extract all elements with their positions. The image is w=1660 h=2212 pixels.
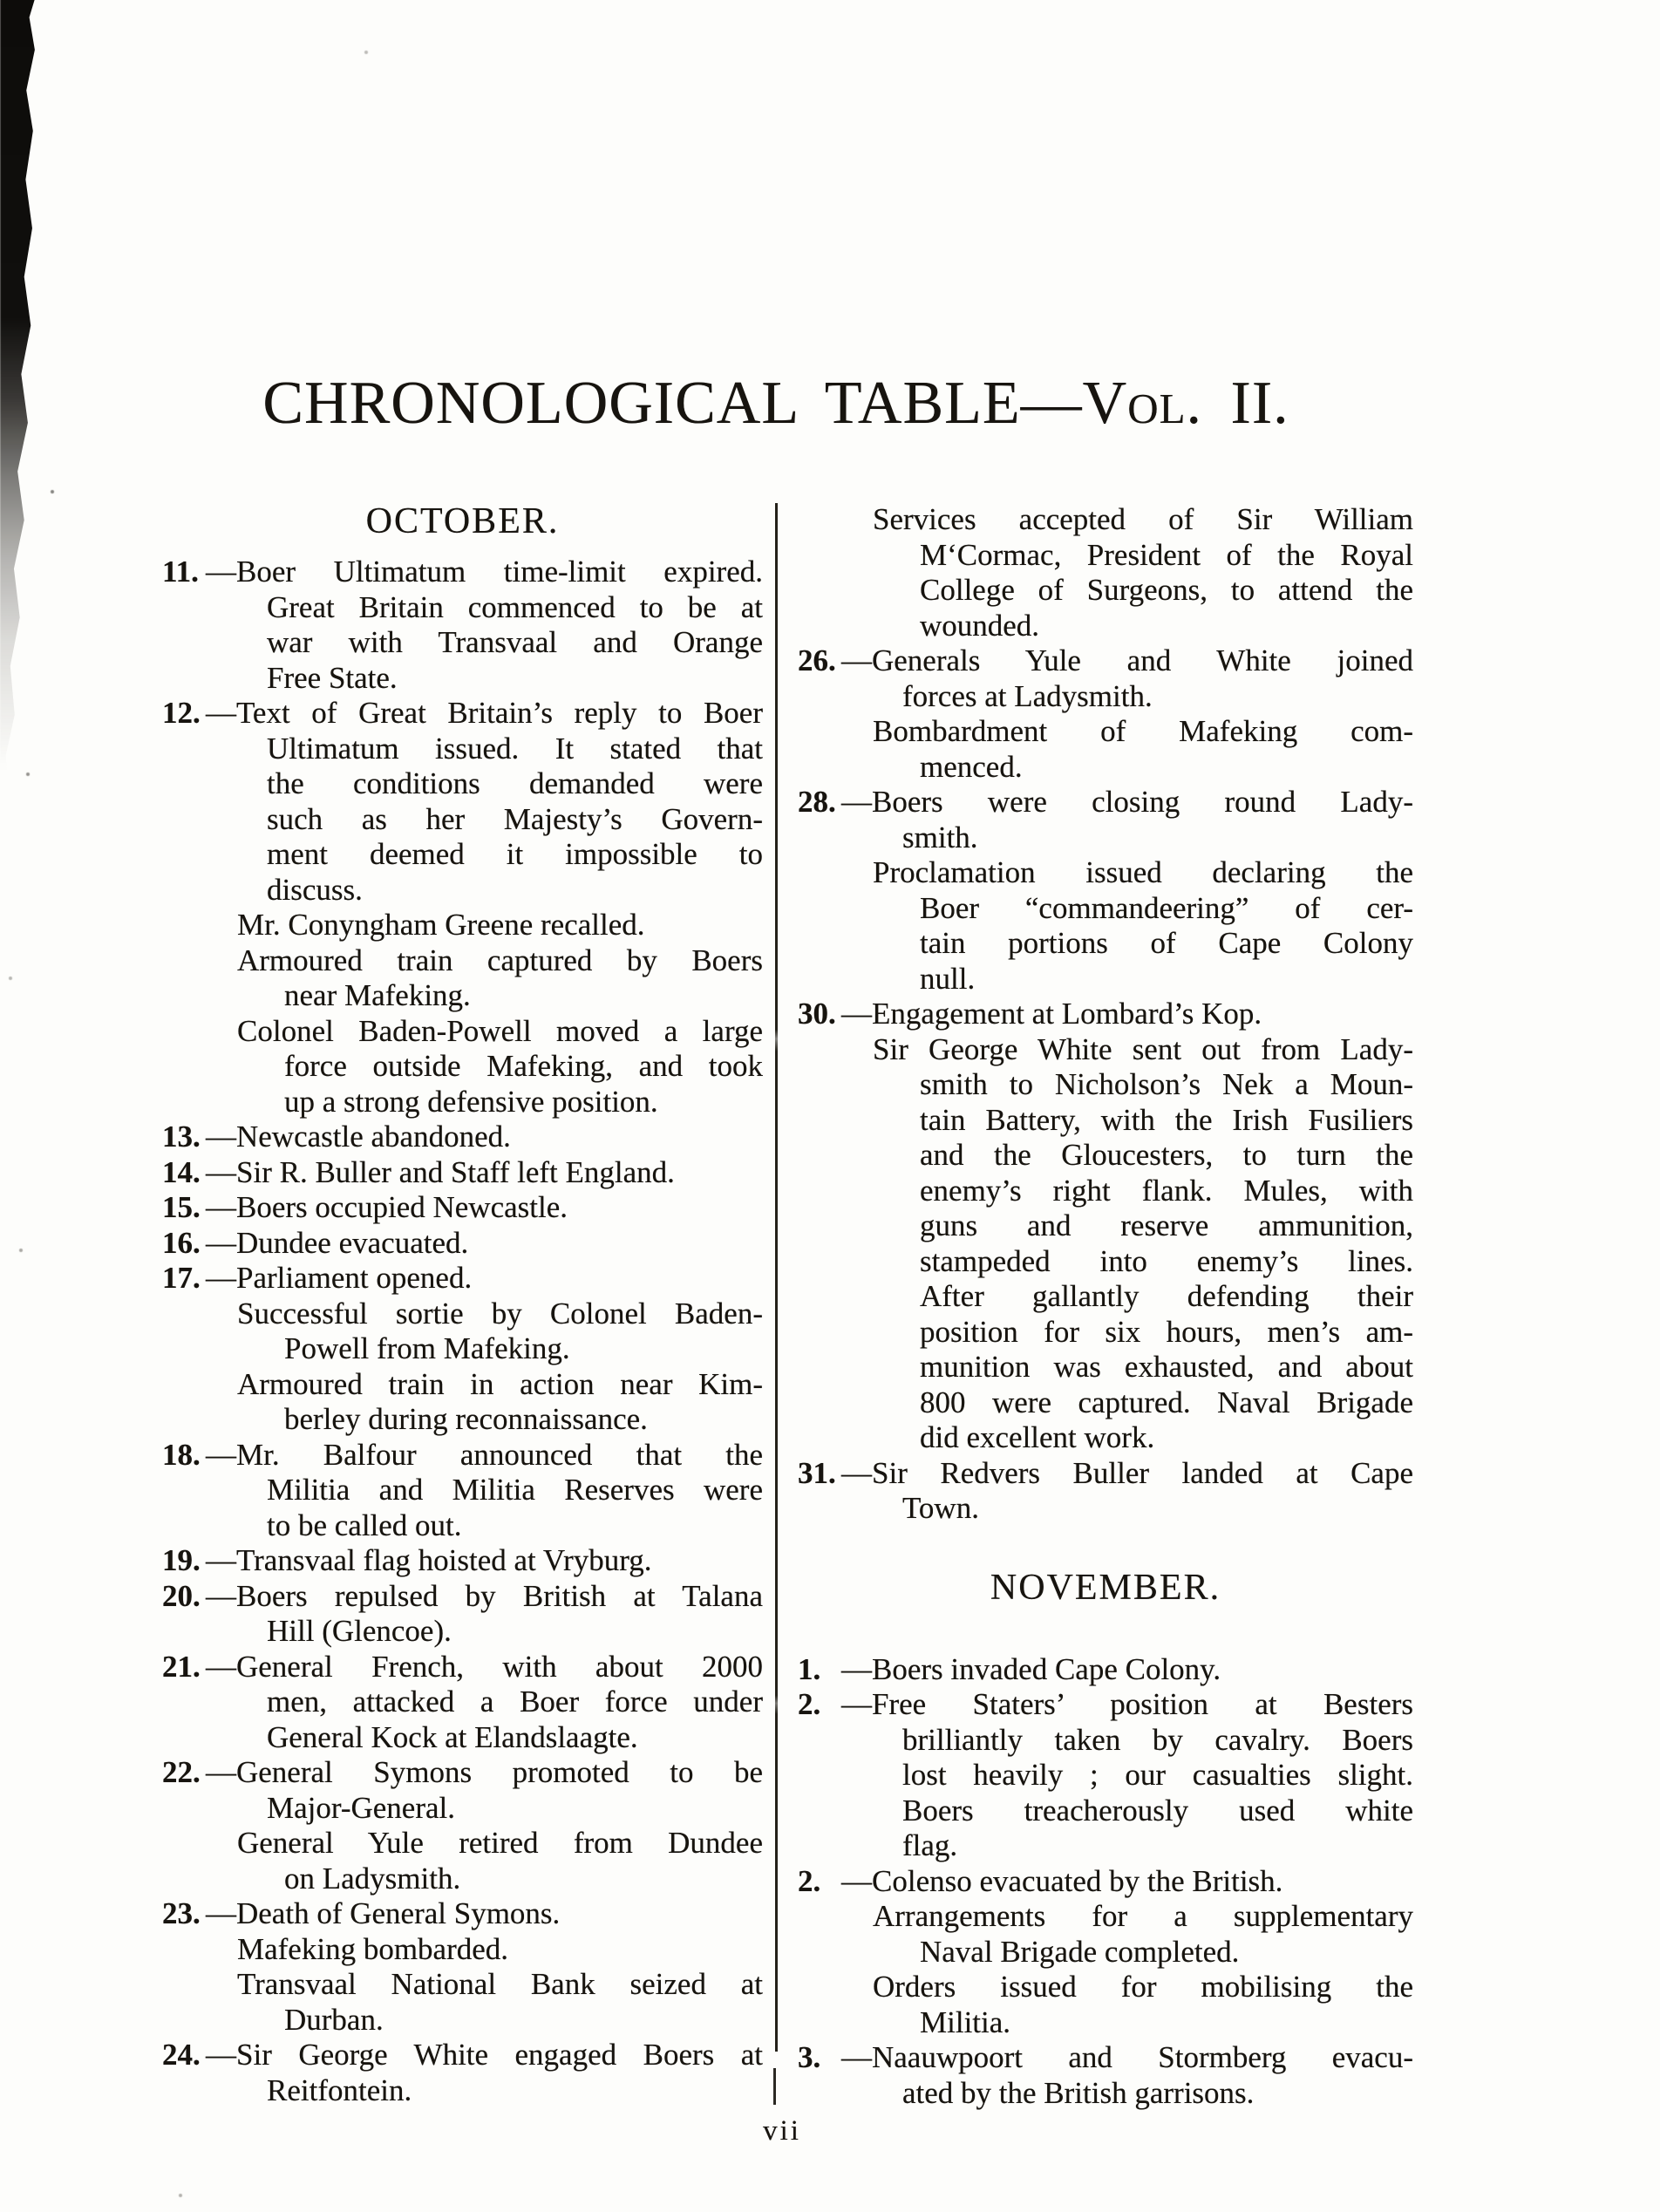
entry-line: Boer “commandeering” of cer-	[920, 890, 1413, 925]
entry	[162, 1896, 763, 2038]
entry	[162, 555, 763, 696]
entry-line: General Yule retired from Dundee	[237, 1826, 763, 1860]
entry-line: up a strong defensive position.	[284, 1084, 658, 1119]
entry-line: Powell from Mafeking.	[284, 1331, 570, 1365]
entry-line: Bombardment of Mafeking com-	[873, 714, 1413, 748]
entry	[798, 785, 1413, 997]
entry	[162, 1120, 763, 1155]
entry-line: forces at Ladysmith.	[902, 678, 1153, 713]
entry	[798, 1652, 1413, 1688]
entry-line: Hill (Glencoe).	[267, 1614, 452, 1648]
entry-line: 30. —Engagement at Lombard’s Kop.	[798, 997, 1262, 1031]
entry-line: 15. —Boers occupied Newcastle.	[162, 1190, 568, 1224]
entry-line: 22. —General Symons promoted to be	[162, 1755, 763, 1789]
entry-number: 2.	[798, 1687, 821, 1721]
entry-line: enemy’s right flank. Mules, with	[920, 1173, 1413, 1208]
entry-line: 2. —Free Staters’ position at Besters	[798, 1687, 1413, 1721]
entry-line: Orders issued for mobilising the	[873, 1970, 1413, 2004]
entry	[798, 1456, 1413, 1527]
entry-line: 16. —Dundee evacuated.	[162, 1225, 469, 1260]
entry-line: Mr. Conyngham Greene recalled.	[237, 908, 645, 942]
entry-line: 28. —Boers were closing round Lady-	[798, 785, 1413, 819]
entry-number: 3.	[798, 2040, 821, 2074]
month-section	[798, 502, 1413, 1527]
entry-number: 16.	[162, 1225, 201, 1260]
entry-line: stampeded into enemy’s lines.	[920, 1243, 1413, 1278]
entry-line: Naval Brigade completed.	[920, 1934, 1240, 1969]
entry-line: near Mafeking.	[284, 978, 471, 1012]
entry-line: Proclamation issued declaring the	[873, 855, 1413, 889]
entry-line: Armoured train captured by Boers	[237, 943, 763, 977]
entry	[798, 2040, 1413, 2111]
entry-line: on Ladysmith.	[284, 1861, 461, 1896]
entry	[798, 502, 1413, 643]
entry-line: Major-General.	[267, 1790, 455, 1825]
entry	[162, 696, 763, 1120]
entry-line: position for six hours, men’s am-	[920, 1314, 1413, 1349]
entry-line: discuss.	[267, 872, 363, 907]
entry-line: lost heavily ; our casualties slight.	[902, 1758, 1413, 1792]
entry-line: Armoured train in action near Kim-	[237, 1366, 763, 1401]
entry-line: menced.	[920, 749, 1023, 784]
entry-line: guns and reserve ammunition,	[920, 1208, 1413, 1242]
entry-line: the conditions demanded were	[267, 766, 763, 800]
entry-line: 21. —General French, with about 2000	[162, 1649, 763, 1684]
entry-number: 14.	[162, 1154, 201, 1189]
month-heading: OCTOBER.	[365, 501, 560, 541]
entry-number: 13.	[162, 1120, 201, 1154]
entry-line: to be called out.	[267, 1508, 462, 1542]
entry-number: 22.	[162, 1755, 201, 1789]
entry-line: Ultimatum issued. It stated that	[267, 731, 763, 766]
entry-number: 30.	[798, 997, 836, 1031]
entry-line: Town.	[902, 1491, 979, 1525]
entry-number: 11.	[162, 555, 199, 589]
entry-line: war with Transvaal and Orange	[267, 625, 763, 659]
page-title: CHRONOLOGICAL TABLE—Vol. II.	[262, 370, 1289, 437]
entry-line: 3. —Naauwpoort and Stormberg evacu-	[798, 2040, 1413, 2074]
entry-number: 15.	[162, 1190, 201, 1224]
entry	[162, 1190, 763, 1226]
entry-line: 14. —Sir R. Buller and Staff left England.	[162, 1154, 675, 1189]
column-divider-rule-end	[773, 2068, 776, 2105]
entry-line: 800 were captured. Naval Brigade	[920, 1385, 1413, 1419]
entry-number: 28.	[798, 785, 836, 819]
entry	[162, 1438, 763, 1544]
column-left	[162, 502, 763, 2108]
entry-line: 20. —Boers repulsed by British at Talana	[162, 1578, 763, 1613]
entry-line: After gallantly defending their	[920, 1279, 1413, 1313]
entry-line: force outside Mafeking, and took	[284, 1049, 763, 1083]
entry-line: Free State.	[267, 660, 398, 695]
entry-line: flag.	[902, 1828, 958, 1862]
entry-number: 19.	[162, 1543, 201, 1577]
month-heading: NOVEMBER.	[990, 1567, 1221, 1608]
entry-line: 24. —Sir George White engaged Boers at	[162, 2038, 763, 2072]
entry	[162, 1261, 763, 1438]
entry-line: General Kock at Elandslaagte.	[267, 1719, 638, 1754]
entry	[798, 643, 1413, 785]
entry-line: 12. —Text of Great Britain’s reply to Boer	[162, 696, 763, 730]
entry	[798, 1687, 1413, 1864]
entry-line: null.	[920, 961, 976, 996]
entry-line: Transvaal National Bank seized at	[237, 1967, 763, 2001]
entry-line: berley during reconnaissance.	[284, 1402, 648, 1436]
entry-line: such as her Majesty’s Govern-	[267, 801, 763, 836]
entry-number: 17.	[162, 1261, 201, 1295]
entry-line: 11. —Boer Ultimatum time-limit expired.	[162, 555, 763, 589]
entry-line: Arrangements for a supplementary	[873, 1899, 1413, 1933]
entry	[798, 1864, 1413, 2041]
entry-line: munition was exhausted, and about	[920, 1350, 1413, 1384]
entry-number: 18.	[162, 1437, 201, 1472]
column-divider-rule	[775, 503, 778, 2052]
entry	[162, 1579, 763, 1650]
entry	[162, 1226, 763, 1262]
entry-line: Reitfontein.	[267, 2072, 412, 2107]
entry-number: 26.	[798, 643, 836, 677]
entry	[162, 1155, 763, 1191]
entry-line: 13. —Newcastle abandoned.	[162, 1120, 511, 1154]
entry-line: smith.	[902, 820, 978, 854]
entry-line: Great Britain commenced to be at	[267, 589, 763, 624]
entry-line: and the Gloucesters, to turn the	[920, 1138, 1413, 1172]
entry-line: Militia.	[920, 2004, 1011, 2039]
entry-number: 1.	[798, 1651, 821, 1686]
entry-line: M‘Cormac, President of the Royal	[920, 537, 1413, 572]
entry	[162, 1755, 763, 1896]
entry-line: 2. —Colenso evacuated by the British.	[798, 1863, 1283, 1898]
entry	[162, 1650, 763, 1756]
entry-number: 2.	[798, 1863, 821, 1898]
entry	[162, 2038, 763, 2108]
column-right	[798, 502, 1413, 2111]
scan-speckles	[0, 0, 3, 3]
entry-line: 18. —Mr. Balfour announced that the	[162, 1437, 763, 1472]
entry-line: College of Surgeons, to attend the	[920, 573, 1413, 607]
month-section	[798, 1569, 1413, 2112]
entry-line: Successful sortie by Colonel Baden-	[237, 1296, 763, 1331]
entry-number: 31.	[798, 1455, 836, 1490]
entry-number: 12.	[162, 696, 201, 730]
entry-line: Colonel Baden-Powell moved a large	[237, 1013, 763, 1048]
entry-line: wounded.	[920, 608, 1040, 643]
entry-line: ated by the British garrisons.	[902, 2075, 1255, 2110]
entry-line: 31. —Sir Redvers Buller landed at Cape	[798, 1455, 1413, 1490]
entry-number: 21.	[162, 1649, 201, 1684]
entry-line: 23. —Death of General Symons.	[162, 1896, 561, 1930]
entry	[798, 997, 1413, 1456]
entry-number: 23.	[162, 1896, 201, 1930]
entry	[162, 1543, 763, 1579]
month-section	[162, 502, 763, 2108]
entry-line: 19. —Transvaal flag hoisted at Vryburg.	[162, 1543, 652, 1577]
entry-line: smith to Nicholson’s Nek a Moun-	[920, 1067, 1413, 1101]
entry-number: 20.	[162, 1578, 201, 1613]
page-number: vii	[763, 2115, 801, 2147]
entry-line: tain portions of Cape Colony	[920, 926, 1413, 960]
entry-line: Sir George White sent out from Lady-	[873, 1031, 1413, 1066]
entry-number: 24.	[162, 2038, 201, 2072]
entry-line: Services accepted of Sir William	[873, 502, 1413, 536]
entry-line: 17. —Parliament opened.	[162, 1261, 473, 1295]
scan-ink-artifact	[0, 0, 37, 804]
entry-line: 1. —Boers invaded Cape Colony.	[798, 1651, 1221, 1686]
entry-line: Mafeking bombarded.	[237, 1931, 509, 1966]
entry-line: 26. —Generals Yule and White joined	[798, 643, 1413, 677]
entry-line: ment deemed it impossible to	[267, 837, 763, 871]
entry-line: did excellent work.	[920, 1420, 1155, 1454]
entry-line: Militia and Militia Reserves were	[267, 1473, 763, 1507]
entry-line: men, attacked a Boer force under	[267, 1685, 763, 1719]
entry-line: tain Battery, with the Irish Fusiliers	[920, 1102, 1413, 1137]
entry-line: Boers treacherously used white	[902, 1793, 1413, 1827]
entry-line: Durban.	[284, 2002, 384, 2037]
entry-line: brilliantly taken by cavalry. Boers	[902, 1722, 1413, 1757]
